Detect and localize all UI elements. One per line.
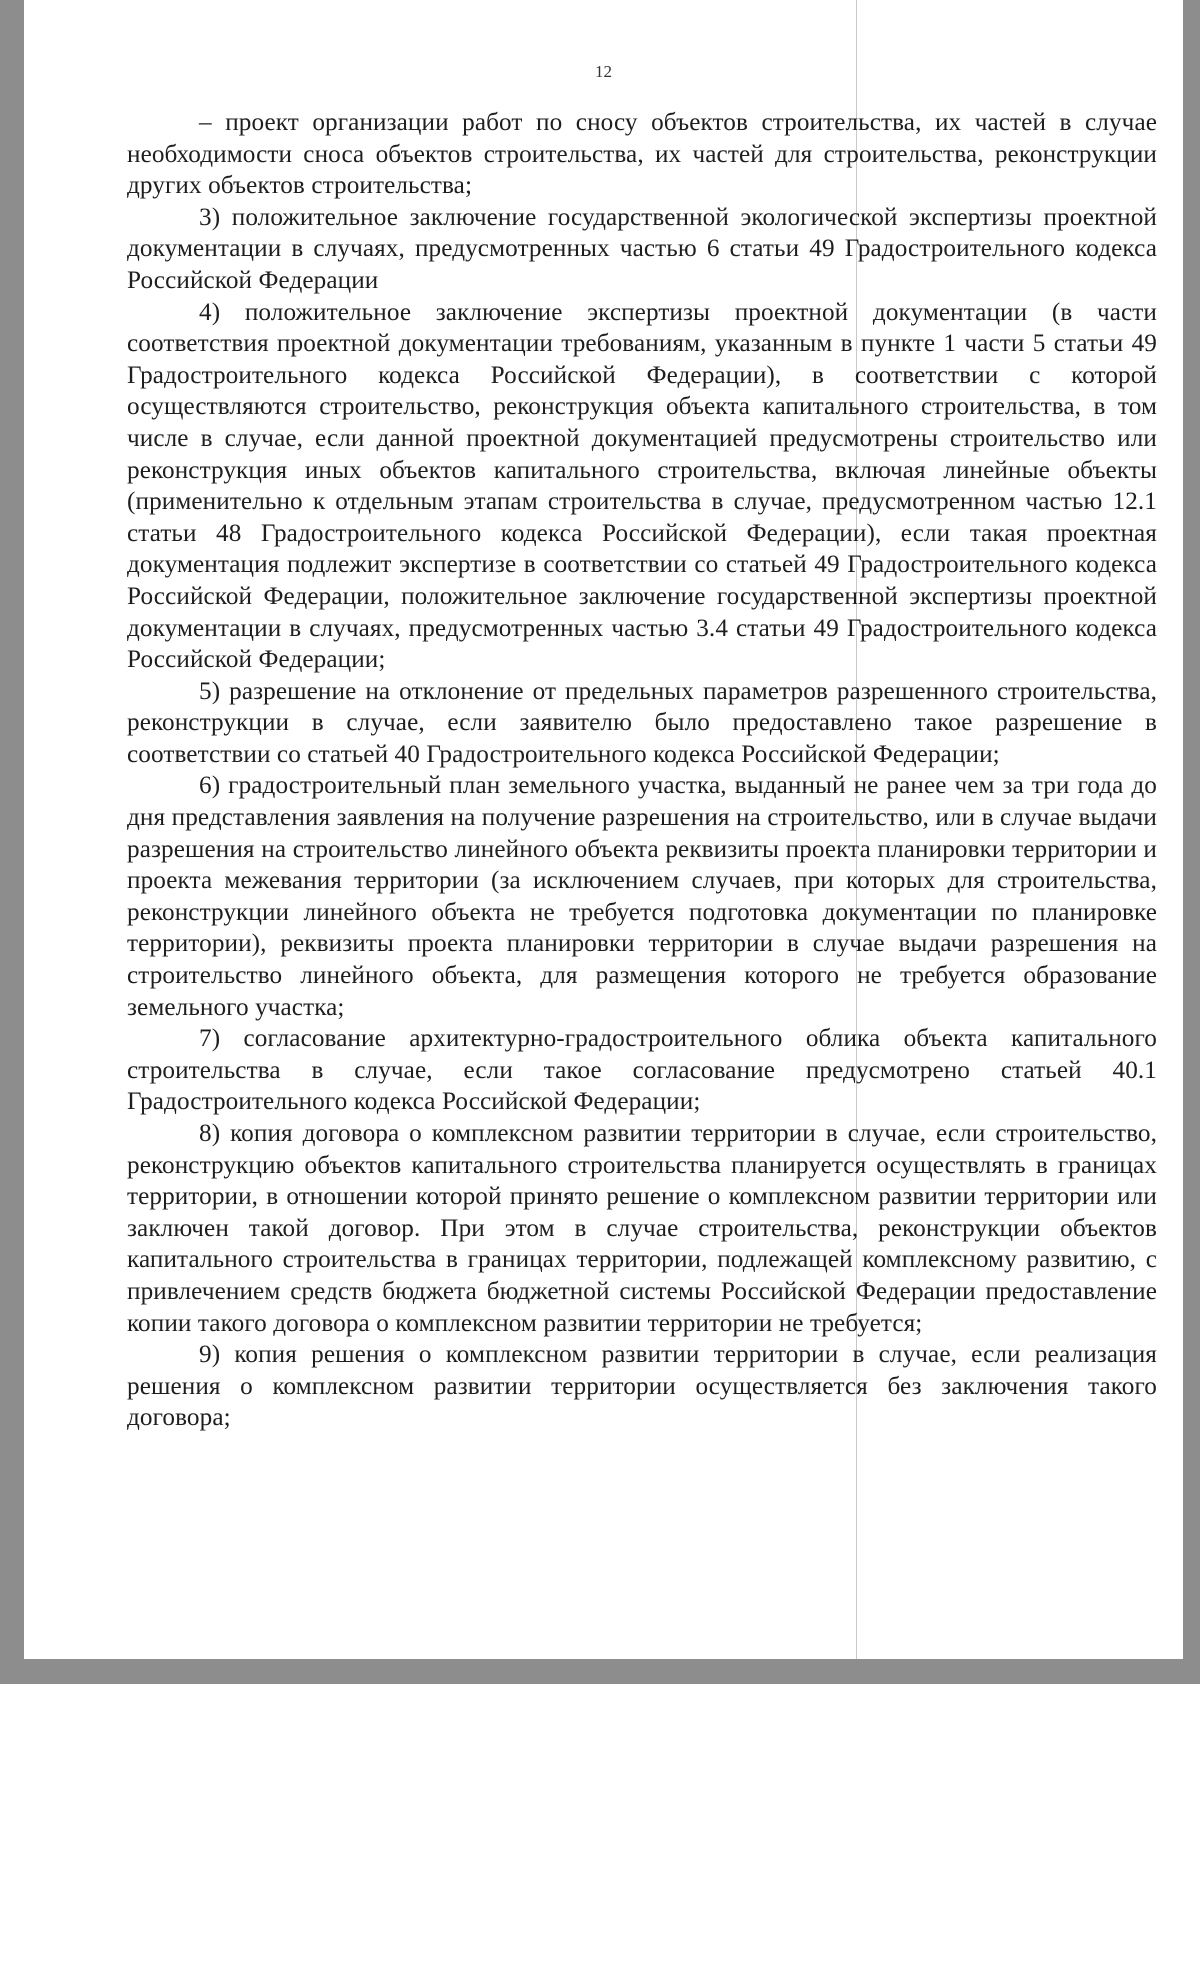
document-page	[24, 0, 1183, 1659]
page-number: 12	[595, 62, 612, 81]
paragraph-item-5: 5) разрешение на отклонение от предельных параметров разрешенного строительства, реконструкции в случае, если заявителю было предоставлено такое разрешение в соответствии со статьей 40 Градостроительного кодекса Российской Федерации;	[127, 677, 1157, 768]
paragraph-item-7: 7) согласование архитектурно-градостроительного облика объекта капитального строительства в случае, если такое согласование предусмотрено статьей 40.1 Градостроительного кодекса Российской Федерации;	[127, 1025, 1157, 1116]
paragraph-item-6: 6) градостроительный план земельного участка, выданный не ранее чем за три года до дня представления заявления на получение разрешения на строительство, или в случае выдачи разрешения на строительство линейного объекта реквизиты проекта планировки территории и проекта межевания территории (за исключением случаев, при которых для строительства, реконструкции линейного объекта не требуется подготовка документации по планировке территории), реквизиты проекта планировки территории в случае выдачи разрешения на строительство линейного объекта, для размещения которого не требуется образование земельного участка;	[127, 772, 1157, 1021]
viewer-empty-area	[0, 1684, 1200, 1981]
paragraph-item-4: 4) положительное заключение экспертизы проектной документации (в части соответствия проектной документации требованиям, указанным в пункте 1 части 5 статьи 49 Градостроительного кодекса Российской Федерации), в соответствии с которой осуществляются строительство, реконструкция объекта капитального строительства, в том числе в случае, если данной проектной документацией предусмотрены строительство или реконструкция иных объектов капитального строительства, включая линейные объекты (применительно к отдельным этапам строительства в случае, предусмотренном частью 12.1 статьи 48 Градостроительного кодекса Российской Федерации), если такая проектная документация подлежит экспертизе в соответствии со статьей 49 Градостроительного кодекса Российской Федерации, положительное заключение государственной экспертизы проектной документации в случаях, предусмотренных частью 3.4 статьи 49 Градостроительного кодекса Российской Федерации;	[127, 298, 1157, 674]
paragraph-item-8: 8) копия договора о комплексном развитии территории в случае, если строительство, реконструкцию объектов капитального строительства планируется осуществлять в границах территории, в отношении которой принято решение о комплексном развитии территории или заключен такой договор. При этом в случае строительства, реконструкции объектов капитального строительства в границах территории, подлежащей комплексному развитию, с привлечением средств бюджета бюджетной системы Российской Федерации предоставление копии такого договора о комплексном развитии территории не требуется;	[127, 1120, 1157, 1337]
document-text	[127, 107, 1157, 1434]
paragraph-item-3: 3) положительное заключение государственной экологической экспертизы проектной документации в случаях, предусмотренных частью 6 статьи 49 Градостроительного кодекса Российской Федерации	[127, 203, 1157, 294]
paragraph-demolition-project: – проект организации работ по сносу объектов строительства, их частей в случае необходимости сноса объектов строительства, их частей для строительства, реконструкции других объектов строительства;	[127, 109, 1157, 200]
paragraph-item-9: 9) копия решения о комплексном развитии территории в случае, если реализация решения о комплексном развитии территории осуществляется без заключения такого договора;	[127, 1341, 1157, 1432]
